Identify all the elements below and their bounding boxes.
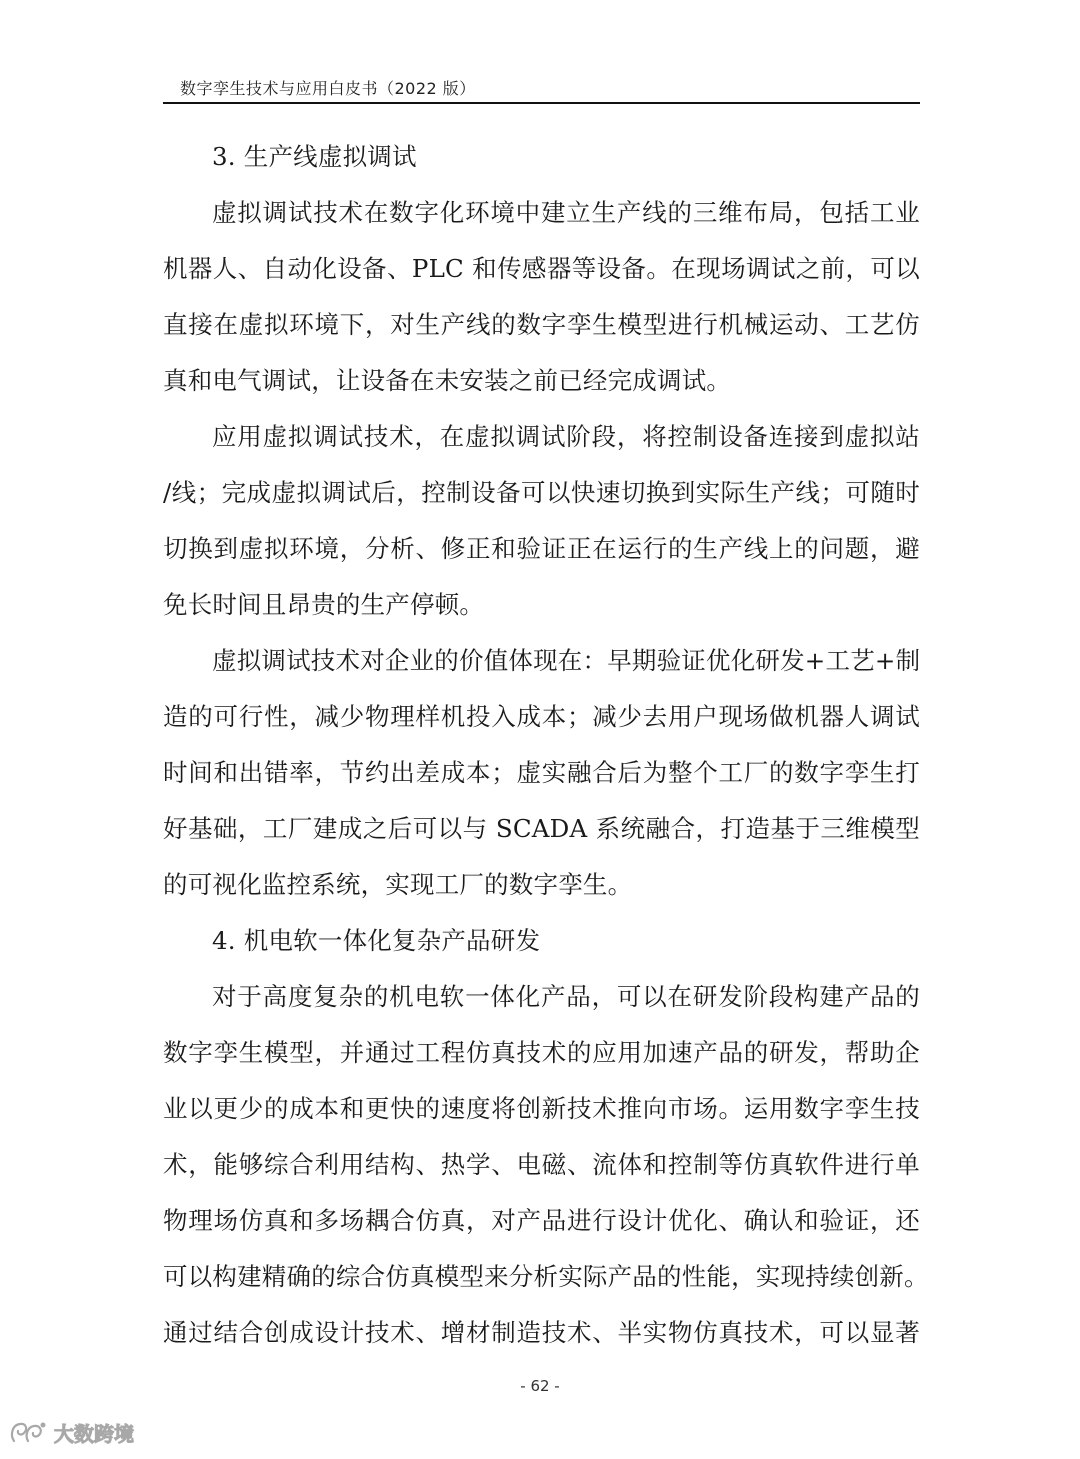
paragraph-line: 造的可行性，减少物理样机投入成本；减少去用户现场做机器人调试 [163,702,920,731]
page-number: - 62 - [520,1377,560,1395]
paragraph-line: 机器人、自动化设备、PLC 和传感器等设备。在现场调试之前，可以 [163,254,920,283]
paragraph-line: 真和电气调试，让设备在未安装之前已经完成调试。 [163,366,732,395]
watermark [8,1418,134,1447]
brand-logo-icon [8,1419,48,1447]
paragraph-line: 业以更少的成本和更快的速度将创新技术推向市场。运用数字孪生技 [163,1094,920,1123]
paragraph-line: /线；完成虚拟调试后，控制设备可以快速切换到实际生产线；可随时 [163,478,920,507]
paragraph-line: 可以构建精确的综合仿真模型来分析实际产品的性能，实现持续创新。 [163,1262,929,1291]
paragraph-line: 直接在虚拟环境下，对生产线的数字孪生模型进行机械运动、工艺仿 [163,310,920,339]
watermark-text: 大数跨境 [54,1422,134,1446]
paragraph-line: 对于高度复杂的机电软一体化产品，可以在研发阶段构建产品的 [212,982,920,1011]
paragraph-line: 物理场仿真和多场耦合仿真，对产品进行设计优化、确认和验证，还 [163,1206,920,1235]
section-heading-3: 3. 生产线虚拟调试 [212,142,417,171]
paragraph-line: 时间和出错率，节约出差成本；虚实融合后为整个工厂的数字孪生打 [163,758,920,787]
paragraph-line: 虚拟调试技术在数字化环境中建立生产线的三维布局，包括工业 [212,198,920,227]
paragraph-line: 的可视化监控系统，实现工厂的数字孪生。 [163,870,633,899]
paragraph-line: 虚拟调试技术对企业的价值体现在：早期验证优化研发+工艺+制 [212,646,921,675]
paragraph-line: 数字孪生模型，并通过工程仿真技术的应用加速产品的研发，帮助企 [163,1038,920,1067]
paragraph-line: 通过结合创成设计技术、增材制造技术、半实物仿真技术，可以显著 [163,1318,920,1347]
paragraph-line: 好基础，工厂建成之后可以与 SCADA 系统融合，打造基于三维模型 [163,814,920,843]
header-title: 数字孪生技术与应用白皮书（2022 版） [180,79,476,98]
paragraph-line: 应用虚拟调试技术，在虚拟调试阶段，将控制设备连接到虚拟站 [212,422,920,451]
paragraph-line: 免长时间且昂贵的生产停顿。 [163,590,485,619]
paragraph-line: 术，能够综合利用结构、热学、电磁、流体和控制等仿真软件进行单 [163,1150,920,1179]
page-header [163,76,920,104]
section-heading-4: 4. 机电软一体化复杂产品研发 [212,926,541,955]
paragraph-line: 切换到虚拟环境，分析、修正和验证正在运行的生产线上的问题，避 [163,534,920,563]
